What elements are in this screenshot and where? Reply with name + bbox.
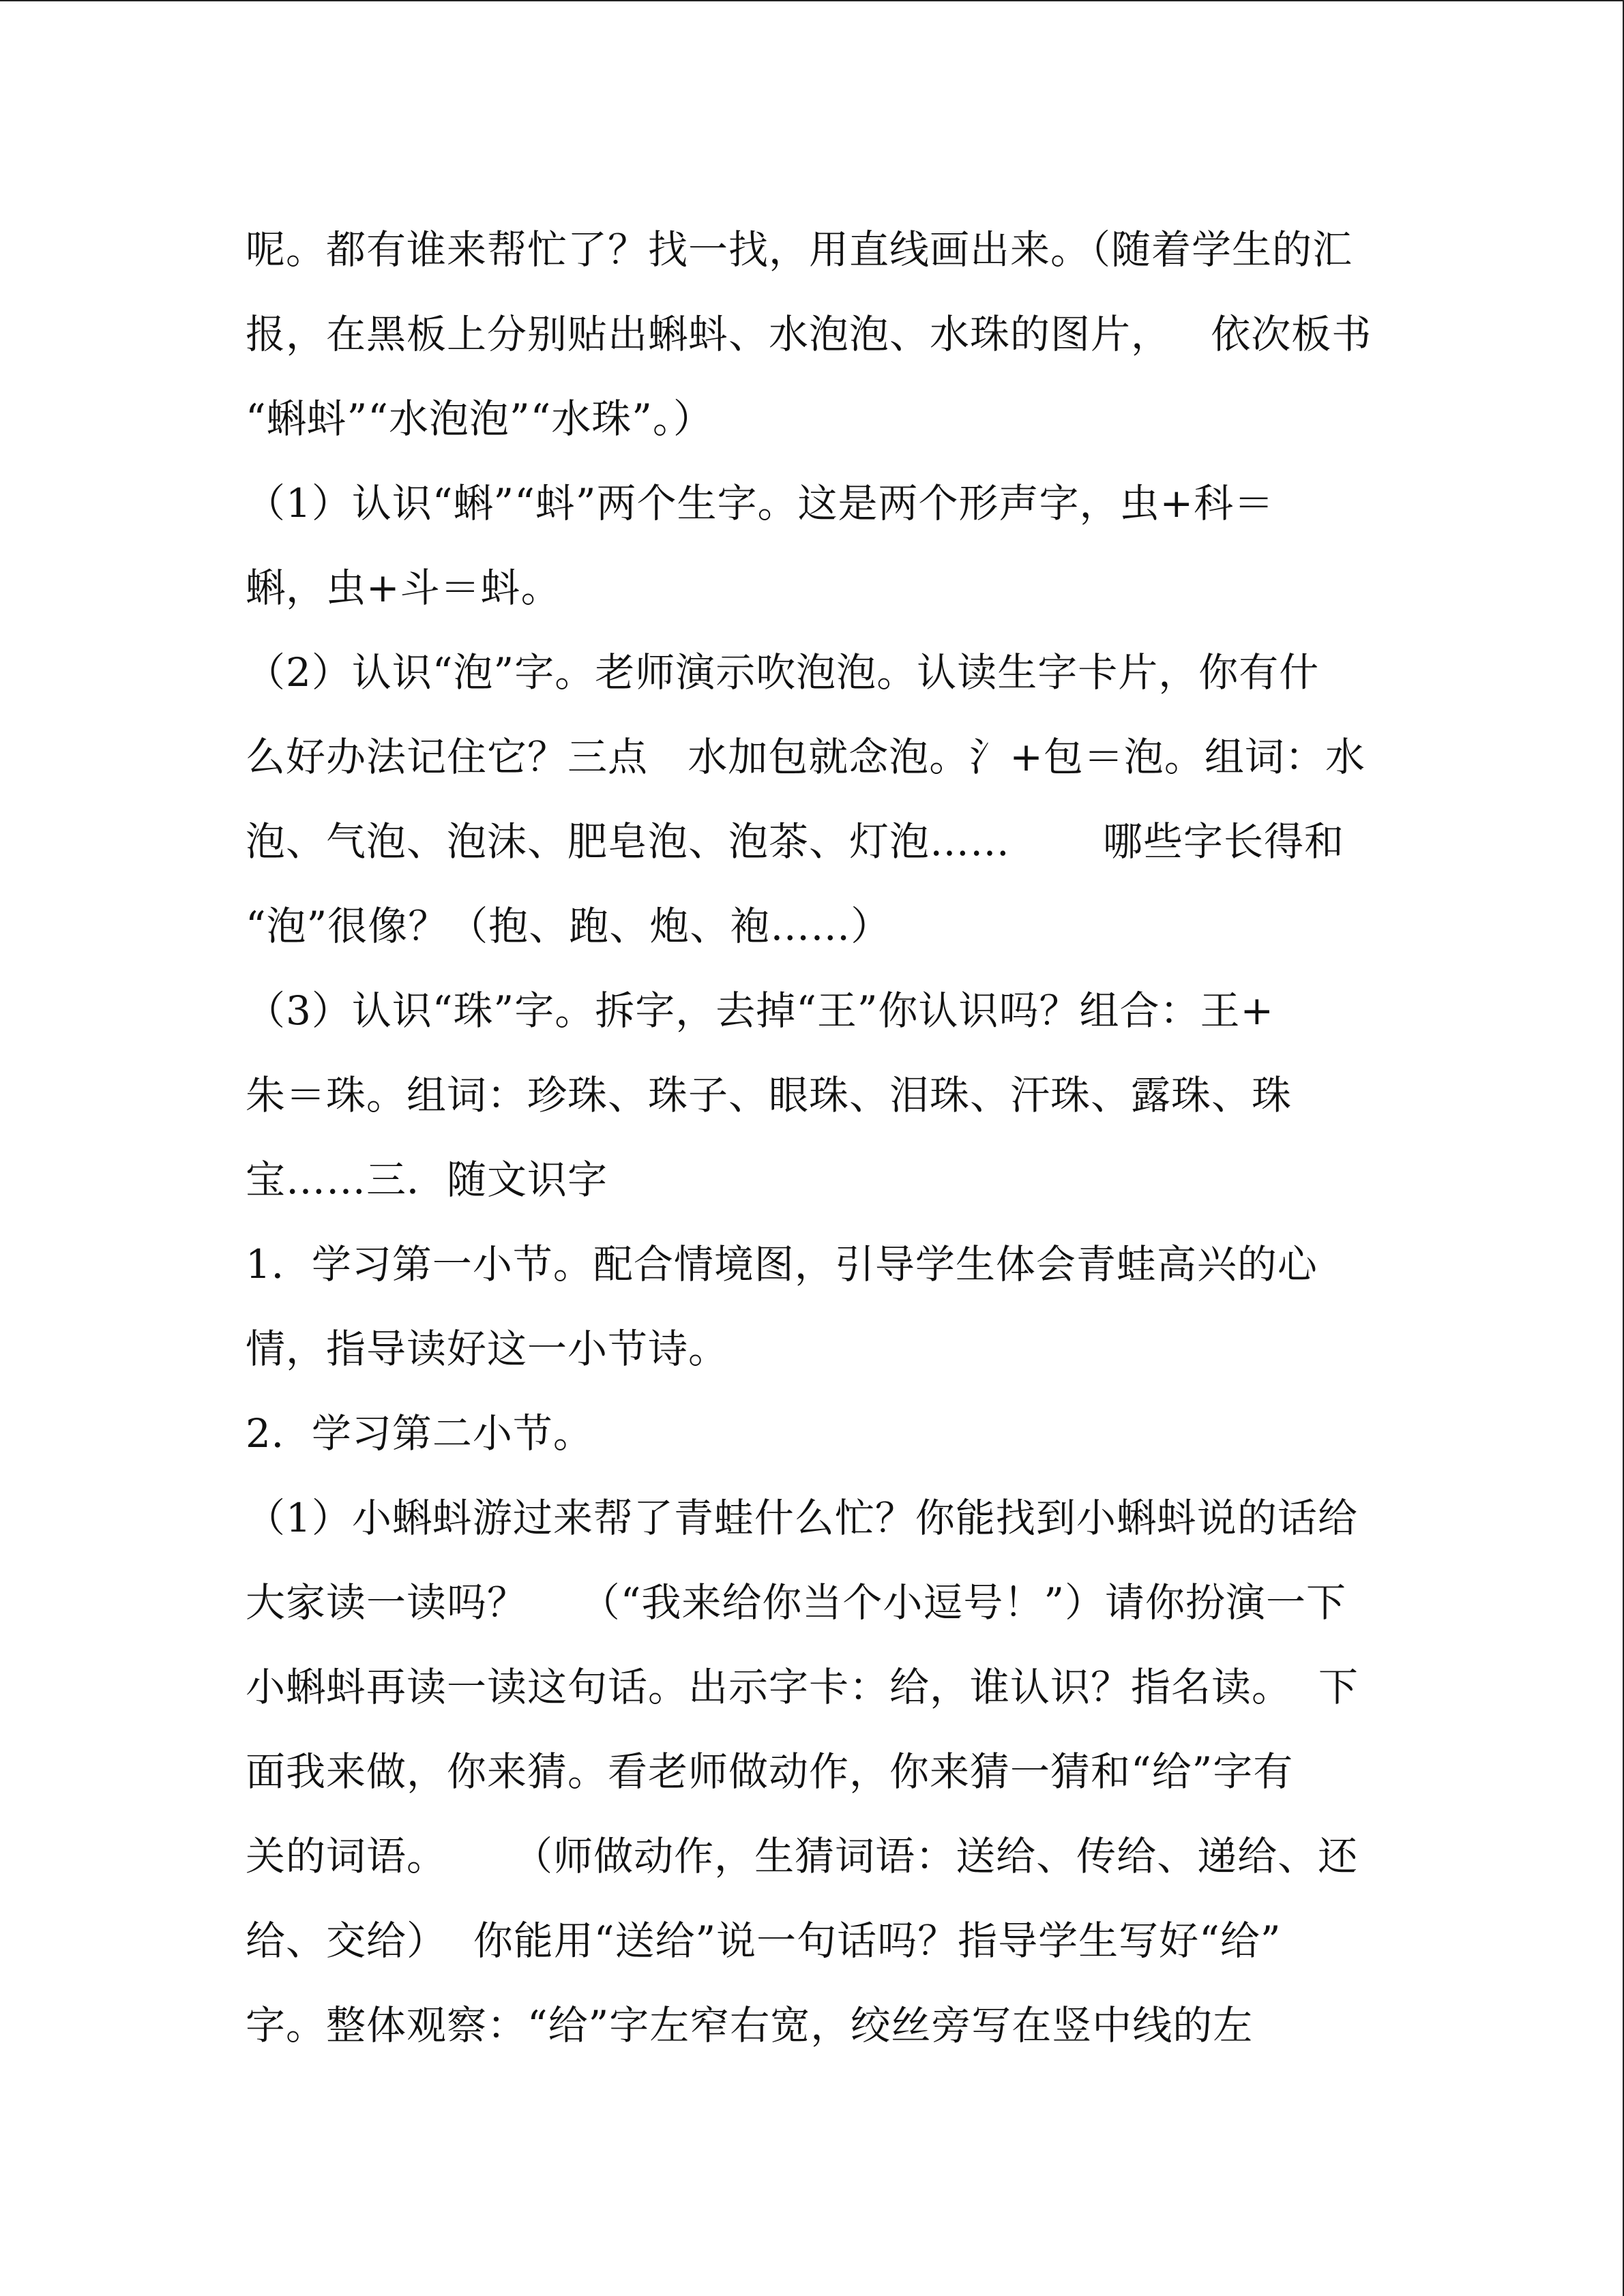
text-line: 字。整体观察：“给”字左窄右宽，绞丝旁写在竖中线的左 — [246, 2002, 1254, 2048]
text-line: 给、交给） 你能用“送给”说一句话吗？指导学生写好“给” — [246, 1918, 1282, 1964]
text-line: （2）认识“泡”字。老师演示吹泡泡。认读生字卡片，你有什 — [246, 649, 1320, 696]
text-line: 小蝌蚪再读一读这句话。出示字卡：给，谁认识？指名读。 下 — [246, 1664, 1359, 1710]
text-line: “泡”很像？（抱、跑、炮、袍……） — [246, 903, 891, 949]
text-line: 蝌，虫+斗＝蚪。 — [246, 565, 561, 611]
text-line: 大家读一读吗？ （“我来给你当个小逗号！”）请你扮演一下 — [246, 1579, 1347, 1626]
text-line: 面我来做，你来猜。看老师做动作，你来猜一猜和“给”字有 — [246, 1748, 1294, 1795]
text-line: 呢。都有谁来帮忙了？找一找，用直线画出来。（随着学生的汇 — [246, 226, 1353, 273]
text-line: （3）认识“珠”字。拆字，去掉“王”你认识吗？组合：王+ — [246, 987, 1275, 1034]
text-line: 泡、气泡、泡沫、肥皂泡、泡茶、灯泡…… 哪些字长得和 — [246, 818, 1345, 865]
text-line: 1．学习第一小节。配合情境图，引导学生体会青蛙高兴的心 — [246, 1241, 1318, 1287]
text-line: 么好办法记住它？三点 水加包就念泡。氵+包＝泡。组词：水 — [246, 734, 1365, 780]
text-line: 关的词语。 （师做动作，生猜词语：送给、传给、递给、还 — [246, 1833, 1359, 1879]
text-line: 情，指导读好这一小节诗。 — [246, 1326, 729, 1372]
text-line: 朱＝珠。组词：珍珠、珠子、眼珠、泪珠、汗珠、露珠、珠 — [246, 1072, 1293, 1118]
text-line: “蝌蚪”“水泡泡”“水珠”。） — [246, 396, 713, 442]
text-line: 报，在黑板上分别贴出蝌蚪、水泡泡、水珠的图片， 依次板书 — [246, 311, 1372, 357]
text-line: 宝……三．随文识字 — [246, 1157, 608, 1203]
document-body — [246, 207, 1391, 2068]
text-line: （1）小蝌蚪游过来帮了青蛙什么忙？你能找到小蝌蚪说的话给 — [246, 1495, 1358, 1541]
text-line: 2．学习第二小节。 — [246, 1410, 593, 1457]
text-line: （1）认识“蝌”“蚪”两个生字。这是两个形声字，虫+科＝ — [246, 480, 1275, 526]
